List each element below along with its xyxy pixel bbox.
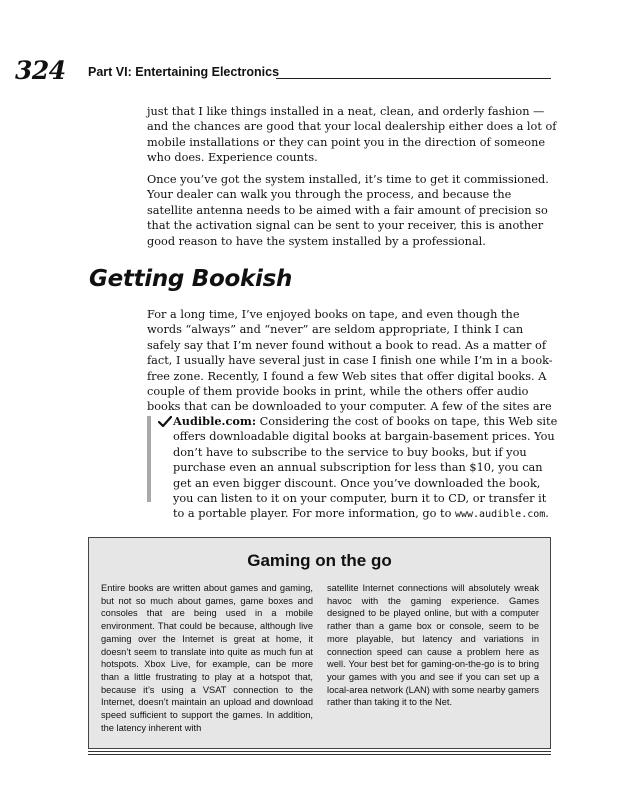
section-heading: Getting Bookish bbox=[89, 266, 293, 292]
bullet-end: . bbox=[545, 507, 549, 521]
bullet-term: Audible.com: bbox=[173, 414, 257, 428]
paragraph-getting-bookish: For a long time, I’ve enjoyed books on tape, and even though the words “always” and “never” are seldom appropriate, I think I can safely say that I’m never found without a book to read. As a matter of fact, I usually have several just in case I finish one while I’m in a book-free zone. Recently, I found a few Web sites that offer digital books. A couple of them provide books in print, while the others offer audio books that can be downloaded to your computer. A few of the sites are bbox=[147, 308, 553, 414]
header-rule bbox=[276, 78, 551, 79]
sidebar-box bbox=[88, 537, 551, 749]
sidebar-column-left: Entire books are written about games and gaming, but not so much about games, game boxes and consoles that are being used in a mobile environment. That could be because, although live gaming over the Internet is great at home, it doesn’t seem to translate into quite as much fun at hotspots. Xbox Live, for example, can be more than a little frustrating to play at a hotspot that, because it’s using a VSAT connection to the Internet, doesn’t maintain an upload and download speed sufficient to support the games. In addition, the latency inherent with bbox=[101, 583, 313, 733]
list-item bbox=[158, 414, 558, 523]
bullet-list-bar bbox=[147, 416, 151, 502]
running-header-part-title: Part VI: Entertaining Electronics bbox=[88, 65, 280, 79]
bullet-url: www.audible.com bbox=[454, 509, 546, 521]
paragraph-intro-continued: just that I like things installed in a neat, clean, and orderly fashion — and the chances are good that your local dealership either does a lot of mobile installations or they can point you in the direction of someone who does. Experience counts. bbox=[147, 105, 557, 165]
check-icon bbox=[158, 416, 172, 428]
bullet-content bbox=[158, 414, 558, 523]
paragraph-commissioning: Once you’ve got the system installed, it’s time to get it commissioned. Your dealer can walk you through the process, and because the satellite antenna needs to be aimed with a fair amount of precision so that the activation signal can be sent to your receiver, this is another good reason to have the system installed by a professional. bbox=[147, 173, 549, 248]
bullet-text: Considering the cost of books on tape, this Web site offers downloadable digital books at bargain-basement prices. You don’t have to subscribe to the service to buy books, but if you purchase even an annual subscription for less than $10, you can get an even bigger discount. Once you’ve downloaded the book, you can listen to it on your computer, burn it to CD, or transfer it to a portable player. For more information, go to bbox=[173, 415, 558, 521]
sidebar-column-right: satellite Internet connections will absolutely wreak havoc with the gaming experience. Games designed to be played online, but with a computer rather than a game box or console, seem to be more playable, but latency and variations in connection speed can cause a problem here as well. Your best bet for gaming-on-the-go is to bring your games with you and see if you can set up a local-area network (LAN) with some nearby gamers rather than taking it to the Net. bbox=[327, 583, 539, 708]
bottom-rule bbox=[88, 754, 551, 755]
page-number: 324 bbox=[15, 56, 66, 85]
sidebar-title: Gaming on the go bbox=[247, 551, 392, 570]
bottom-rule bbox=[88, 751, 551, 752]
